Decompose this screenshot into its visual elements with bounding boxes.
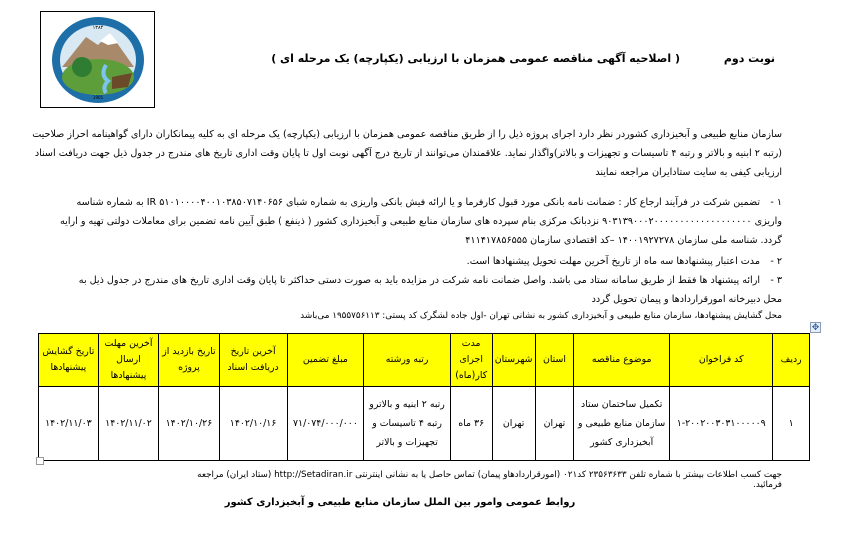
header-call-code: کد فراخوان [670,334,773,387]
cell-grade: رتبه ۲ ابنیه و بالاترو رتبه ۴ تاسیسات و تجهیزات و بالاتر [364,387,450,461]
organization-logo [40,11,155,108]
setadiran-link[interactable]: http://Setadiran.ir [274,470,353,480]
header-duration: مدت اجرای کار(ماه) [450,334,492,387]
item-number: ۱ - [770,197,782,208]
svg-text:۱۳۸۴: ۱۳۸۴ [92,24,103,31]
item-text: تضمین شرکت در فرآیند ارجاع کار : ضمانت نامه بانکی مورد قبول کارفرما و یا ارائه فیش بانکی واریزی به شماره شبای IR ۵۱۰۱۰۰۰۰۴۰۰۱۰۳۸۵۰۷۱۴۰۶۵۶ به شماره شناسه واریزی ۹۰۳۱۳۹۰۰۰۲۰۰۰۰۰۰۰۰۰۰۰۰۰۰۰۰۰۰۰ نزدبانک مرکزی بنام سپرده های سازمان منابع طبیعی و آبخیزداری کشور ( ذینفع ) طبق آیین نامه تضمین برای معاملات دولتی تهیه و ارایه گردد. شناسه ملی سازمان ۱۴۰۰۱۹۲۷۲۷۸ –کد اقتصادی سازمان ۴۱۱۴۱۷۸۵۶۵۵۵ [60,197,782,246]
cell-visit-date: ۱۴۰۲/۱۰/۲۶ [159,387,219,461]
condition-item-2 [60,252,782,271]
cell-duration: ۳۶ ماه [450,387,492,461]
header-doc-deadline: آخرین تاریخ دریافت اسناد [219,334,287,387]
header-grade: رتبه ورشته [364,334,450,387]
cell-guarantee-amount: ۷۱/۰۷۴/۰۰۰/۰۰۰ [287,387,364,461]
table-resize-handle[interactable] [36,457,44,465]
cell-city: تهران [492,387,535,461]
contact-suffix: (ستاد ایران) مراجعه فرمائید. [197,470,782,490]
header-city: شهرستان [492,334,535,387]
signature: روابط عمومی وامور بین الملل سازمان منابع طبیعی و آبخیزداری کشور [224,497,576,508]
header-row-number: ردیف [773,334,810,387]
svg-text:1905: 1905 [92,94,103,100]
table-move-handle-icon[interactable]: ✥ [811,323,820,333]
contact-info [170,470,782,490]
intro-paragraph: سازمان منابع طبیعی و آبخیزداری کشوردر نظر دارد اجرای پروژه ذیل را از طریق مناقصه عمومی همزمان با ارزیابی (یکپارچه) یک مرحله ای به کلیه پیمانکاران دارای گواهینامه احراز صلاحیت (رتبه ۲ ابنیه و بالاتر و رتبه ۴ تاسیسات و تجهیزات و بالاتر)واگذار نماید. علاقمندان می‌توانند از تاریخ درج آگهی نوبت اول تا پایان وقت اداری تاریخ های مندرج در جدول ذیل جهت دریافت اسناد ارزیابی کیفی به سایت ستادایران مراجعه نمایند [32,129,782,178]
cell-doc-deadline: ۱۴۰۲/۱۰/۱۶ [219,387,287,461]
cell-opening-date: ۱۴۰۲/۱۱/۰۳ [39,387,99,461]
table-header-row [39,334,810,387]
header-visit-date: تاریخ بازدید از پروژه [159,334,219,387]
cell-submit-deadline: ۱۴۰۲/۱۱/۰۲ [98,387,158,461]
item-number: ۲ - [770,256,782,267]
cell-subject: تکمیل ساختمان ستاد سازمان منابع طبیعی و آبخیزداری کشور [574,387,670,461]
table-row [39,387,810,461]
cell-call-code: ۱-۲۰۰۲۰۰۳۰۳۱۰۰۰۰۰۹ [670,387,773,461]
item-text: ارائه پیشنهاد ها فقط از طریق سامانه ستاد می باشد. واصل ضمانت نامه شرکت در مزایده باید به صورت دستی حداکثر تا پایان وقت اداری تاریخ های مندرج در جدول ذیل به محل دبیرخانه امورقراردادها و پیمان تحویل گردد [78,275,782,305]
condition-item-3 [60,271,782,309]
item-number: ۳ - [770,275,782,286]
cell-province: تهران [535,387,574,461]
announcement-round: نوبت دوم [723,52,775,65]
condition-item-1 [60,193,782,250]
header-guarantee-amount: مبلغ تضمین [287,334,364,387]
header-submit-deadline: آخرین مهلت ارسال پیشنهادها [98,334,158,387]
item-text: مدت اعتبار پیشنهادها سه ماه از تاریخ آخرین مهلت تحویل پیشنهادها است. [466,256,760,267]
tender-table [38,333,810,461]
header-subject: موضوع مناقصه [574,334,670,387]
logo-emblem-icon [48,15,148,105]
contact-prefix: جهت کسب اطلاعات بیشتر با شماره تلفن ۲۳۵۶۳۶۳۳ کد۰۲۱ (امورقراردادهاو پیمان) تماس حاصل یا به نشانی اینترنتی [352,470,782,480]
cell-row-number: ۱ [773,387,810,461]
page-title: ( اصلاحیه آگهی مناقصه عمومی همزمان با ارزیابی (یکپارچه) یک مرحله ای ) [271,52,680,65]
header-province: استان [535,334,574,387]
opening-location: محل گشایش پیشنهادها، سازمان منابع طبیعی و آبخیزداری کشور به نشانی تهران -اول جاده لشگرک کد پستی: ۱۹۵۵۷۵۶۱۱۳ می‌باشد [300,311,782,321]
header-opening-date: تاریخ گشایش پیشنهادها [39,334,99,387]
